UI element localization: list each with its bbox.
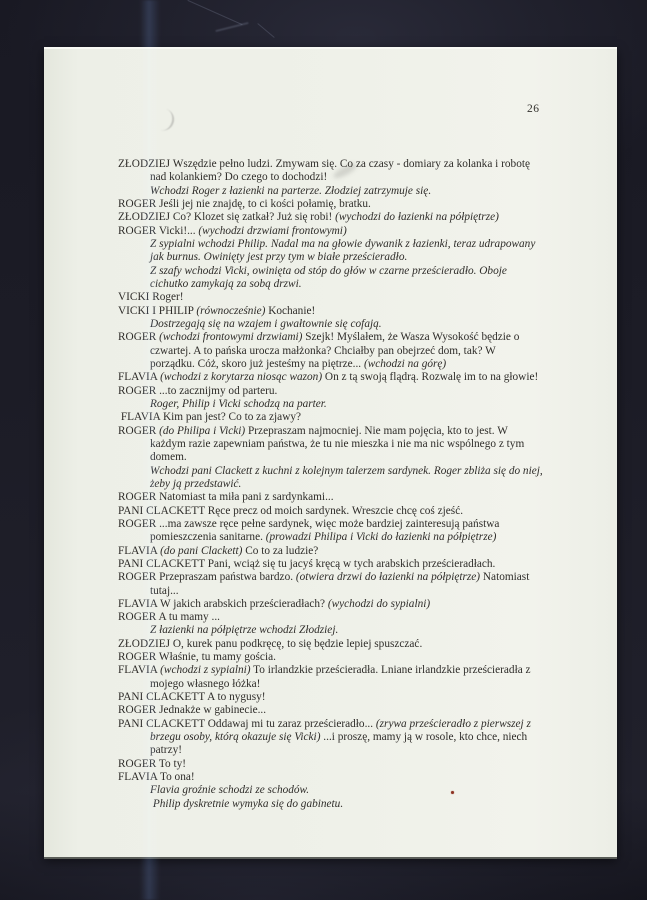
scratch-mark [257,23,274,38]
stage-direction-text: Dostrzegają się na wzajem i gwałtownie się cofają. [150,317,382,330]
script-line [118,411,603,424]
stage-direction-text: (otwiera drzwi do łazienki na półpiętrze) [295,571,481,584]
dialogue-text: każdym razie zapewniam państwa, że tu nie mieszka i nie ma nic wspólnego z tym [150,437,525,450]
script-line [118,491,603,504]
scratch-mark [187,0,242,25]
script-line [118,425,603,438]
stage-direction-text: (zrywa prześcieradło z pierwszej z [375,717,531,730]
script-line [118,545,603,558]
script-line [118,238,603,251]
dialogue-text: On z tą swoją flądrą. Rozwalę im to na głowie! [322,371,539,384]
stage-direction-text: (wchodzi na górę) [363,357,447,370]
script-line [118,518,603,531]
script-line [118,211,603,224]
scan-light-streak [140,0,160,900]
script-line [118,318,603,331]
dialogue-text: ZŁODZIEJ Wszędzie pełno ludzi. Zmywam się. Co za czasy - domiary za kolanka i robotę [118,158,530,170]
script-line [118,438,603,451]
dialogue-text: ROGER Vicki!... [118,224,199,237]
script-line [118,451,603,464]
script-line [118,691,603,704]
script-line [118,225,603,238]
script-line [118,585,603,598]
dialogue-text: ROGER A tu mamy ... [118,611,220,624]
script-line [118,624,603,637]
script-line [118,611,603,624]
dialogue-text: ROGER Przepraszam państwa bardzo. [118,571,296,584]
stage-direction-text: (wychodzi do sypialni) [327,597,431,610]
script-line [118,664,603,677]
script-line [118,598,603,611]
stage-direction-text: (wchodzi frontowymi drzwiami) [159,331,303,344]
stage-direction-text: Roger, Philip i Vicki schodzą na parter. [150,397,327,410]
script-line [118,265,603,278]
dialogue-text: ROGER [118,424,160,437]
dialogue-text: czwartej. A to pańska urocza małżonka? Chciałby pan obejrzeć dom, tak? W [150,344,496,357]
stage-direction-text: (do Philipa i Vicki) [159,424,246,437]
stage-direction-text: (wychodzi do łazienki na półpiętrze) [335,211,499,224]
script-text-block [118,158,603,811]
dialogue-text: ROGER Natomiast ta miła pani z sardynkami... [118,491,334,504]
script-line [118,505,603,518]
dialogue-text: nad kolankiem? Do czego to dochodzi! [150,171,328,184]
stage-direction-text: żeby ją przedstawić. [150,477,242,490]
script-line [118,371,603,384]
stage-direction-text: brzegu osoby, którą okazuje się Vicki) [150,731,321,744]
script-line [118,331,603,344]
stage-direction-text: Flavia groźnie schodzi ze schodów. [150,784,310,797]
script-line [118,571,603,584]
stage-direction-text: cichutko zamykają za sobą drzwi. [150,277,302,290]
dialogue-text: ROGER ...to zacznijmy od parteru. [118,384,278,397]
dialogue-text: ZŁODZIEJ Co? Klozet się zatkał? Już się robi! [118,211,336,224]
script-line [118,531,603,544]
dialogue-text: Co to za ludzie? [242,544,319,557]
script-line [118,651,603,664]
scratch-mark [215,22,248,32]
page-number: 26 [527,103,540,115]
script-line [118,345,603,358]
dialogue-text: PANI CLACKETT Pani, wciąż się tu jacyś kręcą w tych arabskich prześcieradłach. [118,557,496,570]
dialogue-text: ROGER Jednakże w gabinecie... [118,704,267,717]
script-line [118,251,603,264]
dialogue-text: ROGER ...ma zawsze ręce pełne sardynek, więc może bardziej zainteresują państwa [118,517,500,530]
dialogue-text: Szejk! Myślałem, że Wasza Wysokość będzie o [302,331,520,344]
stage-direction-text: Philip dyskretnie wymyka się do gabinetu. [150,797,344,810]
stage-direction-text: (wchodzi z sypialni) [160,664,251,677]
dialogue-text: To irlandzkie prześcieradła. Lniane irlandzkie prześcieradła z [250,664,531,677]
dialogue-text: mojego własnego łóżka! [150,677,261,690]
script-line [118,638,603,651]
dialogue-text: Kochanie! [265,304,316,317]
stage-direction-text: Z sypialni wchodzi Philip. Nadal ma na głowie dywanik z łazienki, teraz udrapowany [150,237,536,250]
script-line [118,198,603,211]
stage-direction-text: (prowadzi Philipa i Vicki do łazienki na półpiętrze) [265,531,497,544]
stage-direction-text: Z łazienki na półpiętrze wchodzi Złodziej. [150,624,339,637]
script-line [118,291,603,304]
script-line [118,784,603,797]
stage-direction-text: (wchodzi z korytarza niosąc wazon) [160,371,323,384]
script-line [118,758,603,771]
dialogue-text: domem. [150,451,187,464]
script-line [118,744,603,757]
dialogue-text: PANI CLACKETT Oddawaj mi tu zaraz prześcieradło... [118,717,376,730]
script-line [118,305,603,318]
stage-direction-text: (wychodzi drzwiami frontowymi) [198,224,347,237]
dialogue-text: FLAVIA [118,371,161,384]
script-line [118,704,603,717]
dialogue-text: PANI CLACKETT Ręce precz od moich sardynek. Wreszcie chcę coś zjeść. [118,504,464,517]
stage-direction-text: Wchodzi Roger z łazienki na parterze. Złodziej zatrzymuje się. [150,184,432,197]
script-line [118,358,603,371]
dialogue-text: tutaj... [150,584,179,597]
dialogue-text: FLAVIA [118,664,161,677]
stage-direction-text: jak burnus. Owinięty jest przy tym w białe prześcieradło. [150,251,408,264]
script-line [118,718,603,731]
dialogue-text: porządku. Cóż, skoro już jesteśmy na piętrze... [150,357,364,370]
stage-direction-text: Wchodzi pani Clackett z kuchni z kolejnym talerzem sardynek. Roger zbliża się do niej, [150,464,543,477]
script-line [118,278,603,291]
dialogue-text: ZŁODZIEJ O, kurek panu podkręcę, to się będzie lepiej spuszczać. [118,637,423,650]
dialogue-text: FLAVIA W jakich arabskich prześcieradłach? [118,597,328,610]
script-line [118,385,603,398]
script-line [118,731,603,744]
dialogue-text: FLAVIA [118,544,161,557]
script-line [118,158,603,171]
stage-direction-text: (do pani Clackett) [160,544,243,557]
dialogue-text: FLAVIA To ona! [118,771,195,784]
dialogue-text: ROGER Właśnie, tu mamy gościa. [118,651,276,664]
dialogue-text: patrzy! [150,744,182,757]
script-line [118,398,603,411]
script-line [118,798,603,811]
dialogue-text: ROGER To ty! [118,757,187,770]
script-line [118,171,603,184]
script-line [118,185,603,198]
dialogue-text: ...i proszę, mamy ją w rosole, kto chce, niech [320,731,528,744]
script-line [118,478,603,491]
script-line [118,465,603,478]
stage-direction-text: (równocześnie) [196,304,266,317]
script-page [44,47,617,857]
dialogue-text: Przepraszam najmocniej. Nie mam pojęcia, kto to jest. W [245,424,508,437]
dialogue-text: VICKI Roger! [118,291,184,304]
dialogue-text: ROGER Jeśli jej nie znajdę, to ci kości połamię, bratku. [118,197,371,210]
red-speck-artifact [451,791,454,794]
dialogue-text: FLAVIA Kim pan jest? Co to za zjawy? [118,411,302,424]
stage-direction-text: Z szafy wchodzi Vicki, owinięta od stóp do głów w czarne prześcieradło. Oboje [150,264,507,277]
script-line [118,558,603,571]
dialogue-text: PANI CLACKETT A to nygusy! [118,691,266,704]
dialogue-text: ROGER [118,331,160,344]
dialogue-text: VICKI I PHILIP [118,304,197,317]
script-line [118,678,603,691]
dialogue-text: Natomiast [480,571,530,584]
script-line [118,771,603,784]
dialogue-text: pomieszczenia sanitarne. [150,531,266,544]
